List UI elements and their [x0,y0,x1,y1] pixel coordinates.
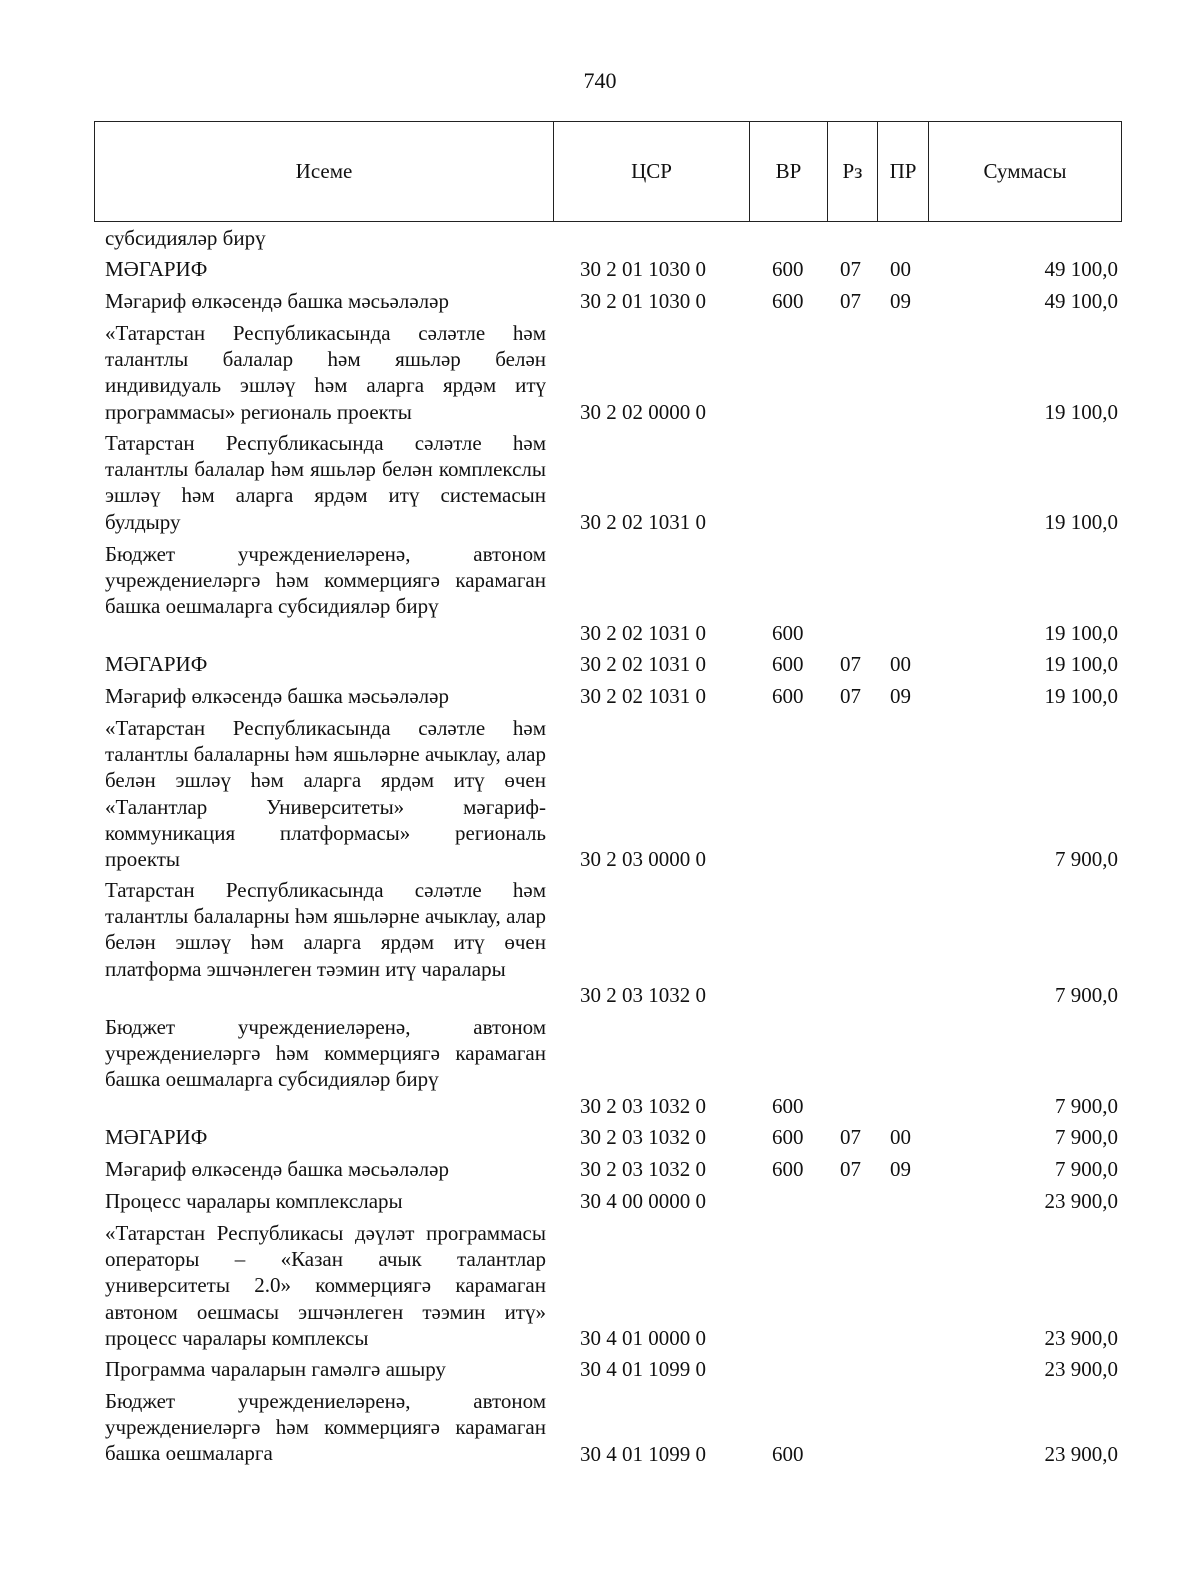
row-name: МӘГАРИФ [105,652,208,676]
row-vr: 600 [772,1156,804,1181]
row-rz: 07 [840,1124,861,1149]
row-csr: 30 2 02 1031 0 [580,620,706,645]
row-sum: 19 100,0 [1044,399,1118,424]
header-pr: ПР [877,122,928,221]
row-name: «Татарстан Республикасында сәләтле һәм талантлы балаларны һәм яшьләрне ачыклау, алар белән эшләү һәм аларга ярдәм итү өчен «Талантлар Университеты» мәгариф-коммуникация платформасы» региональ проекты [105,716,546,872]
table-row [0,1014,1200,1119]
row-sum: 23 900,0 [1044,1356,1118,1381]
row-vr: 600 [772,288,804,313]
row-rz: 07 [840,256,861,281]
row-name: Татарстан Республикасында сәләтле һәм талантлы балалар һәм яшьләр белән комплекслы эшләү һәм аларга ярдәм итү системасын булдыру [105,431,546,534]
row-sum: 7 900,0 [1055,1093,1118,1118]
row-name: МӘГАРИФ [105,257,208,281]
row-name: МӘГАРИФ [105,1125,208,1149]
header-rz: Рз [827,122,877,221]
row-rz: 07 [840,288,861,313]
row-csr: 30 2 03 0000 0 [580,846,706,871]
row-sum: 19 100,0 [1044,651,1118,676]
row-csr: 30 2 02 0000 0 [580,399,706,424]
row-sum: 19 100,0 [1044,683,1118,708]
table-row [0,1220,1200,1351]
row-vr: 600 [772,256,804,281]
row-name: Мәгариф өлкәсендә башка мәсьәләләр [105,1157,449,1181]
table-row [0,877,1200,1008]
header-sum: Суммасы [928,122,1121,221]
header-csr: ЦСР [553,122,749,221]
row-sum: 23 900,0 [1044,1325,1118,1350]
row-pr: 00 [890,651,911,676]
row-name: субсидияләр бирү [105,226,266,250]
header-vr: ВР [749,122,827,221]
row-name: «Татарстан Республикасында сәләтле һәм талантлы балалар һәм яшьләр белән индивидуаль эшләү һәм аларга ярдәм итү программасы» региональ проекты [105,321,546,424]
row-sum: 7 900,0 [1055,982,1118,1007]
row-rz: 07 [840,1156,861,1181]
row-csr: 30 2 03 1032 0 [580,1124,706,1149]
table-row [0,1124,1200,1150]
row-csr: 30 4 01 1099 0 [580,1356,706,1381]
row-vr: 600 [772,1093,804,1118]
row-pr: 00 [890,256,911,281]
table-row [0,1156,1200,1182]
row-vr: 600 [772,1441,804,1466]
row-name: «Татарстан Республикасы дәүләт программасы операторы – «Казан ачык талантлар университеты 2.0» коммерциягә карамаган автоном оешмасы эшчәнлеген тәэмин итү» процесс чаралары комплексы [105,1221,546,1350]
row-vr: 600 [772,683,804,708]
row-name: Мәгариф өлкәсендә башка мәсьәләләр [105,684,449,708]
row-rz: 07 [840,683,861,708]
header-name: Исеме [295,159,353,183]
row-sum: 7 900,0 [1055,1124,1118,1149]
row-csr: 30 4 01 0000 0 [580,1325,706,1350]
row-csr: 30 2 01 1030 0 [580,256,706,281]
table-row [0,256,1200,282]
table-row [0,225,1200,251]
row-csr: 30 2 03 1032 0 [580,1156,706,1181]
row-csr: 30 2 02 1031 0 [580,509,706,534]
row-sum: 19 100,0 [1044,509,1118,534]
row-name: Бюджет учреждениеләренә, автоном учреждениеләргә һәм коммерциягә карамаган башка оешмаларга субсидияләр бирү [105,542,546,619]
row-pr: 09 [890,288,911,313]
table-row [0,715,1200,872]
row-name: Программа чараларын гамәлгә ашыру [105,1357,446,1381]
row-sum: 23 900,0 [1044,1188,1118,1213]
row-pr: 09 [890,1156,911,1181]
table-row [0,288,1200,314]
row-sum: 23 900,0 [1044,1441,1118,1466]
row-rz: 07 [840,651,861,676]
row-csr: 30 2 02 1031 0 [580,683,706,708]
row-sum: 7 900,0 [1055,1156,1118,1181]
row-name: Процесс чаралары комплекслары [105,1189,403,1213]
row-sum: 19 100,0 [1044,620,1118,645]
row-csr: 30 4 00 0000 0 [580,1188,706,1213]
row-name: Бюджет учреждениеләренә, автоном учреждениеләргә һәм коммерциягә карамаган башка оешмаларга [105,1389,546,1466]
table-row [0,1188,1200,1214]
row-csr: 30 2 03 1032 0 [580,1093,706,1118]
page-number: 740 [583,68,617,93]
table-row [0,541,1200,646]
row-name: Татарстан Республикасында сәләтле һәм талантлы балаларны һәм яшьләрне ачыклау, алар белән эшләү һәм аларга ярдәм итү өчен платформа эшчәнлеген тәэмин итү чаралары [105,878,546,981]
table-row [0,1356,1200,1382]
table-row [0,651,1200,677]
row-vr: 600 [772,651,804,676]
row-sum: 7 900,0 [1055,846,1118,871]
row-csr: 30 2 03 1032 0 [580,982,706,1007]
table-row [0,1388,1200,1467]
row-csr: 30 2 01 1030 0 [580,288,706,313]
row-pr: 00 [890,1124,911,1149]
row-csr: 30 4 01 1099 0 [580,1441,706,1466]
row-name: Мәгариф өлкәсендә башка мәсьәләләр [105,289,449,313]
row-csr: 30 2 02 1031 0 [580,651,706,676]
row-sum: 49 100,0 [1044,256,1118,281]
table-row [0,320,1200,425]
table-row [0,430,1200,535]
row-pr: 09 [890,683,911,708]
table-header [94,121,1122,222]
table-row [0,683,1200,709]
row-vr: 600 [772,1124,804,1149]
row-name: Бюджет учреждениеләренә, автоном учреждениеләргә һәм коммерциягә карамаган башка оешмаларга субсидияләр бирү [105,1015,546,1092]
row-sum: 49 100,0 [1044,288,1118,313]
row-vr: 600 [772,620,804,645]
